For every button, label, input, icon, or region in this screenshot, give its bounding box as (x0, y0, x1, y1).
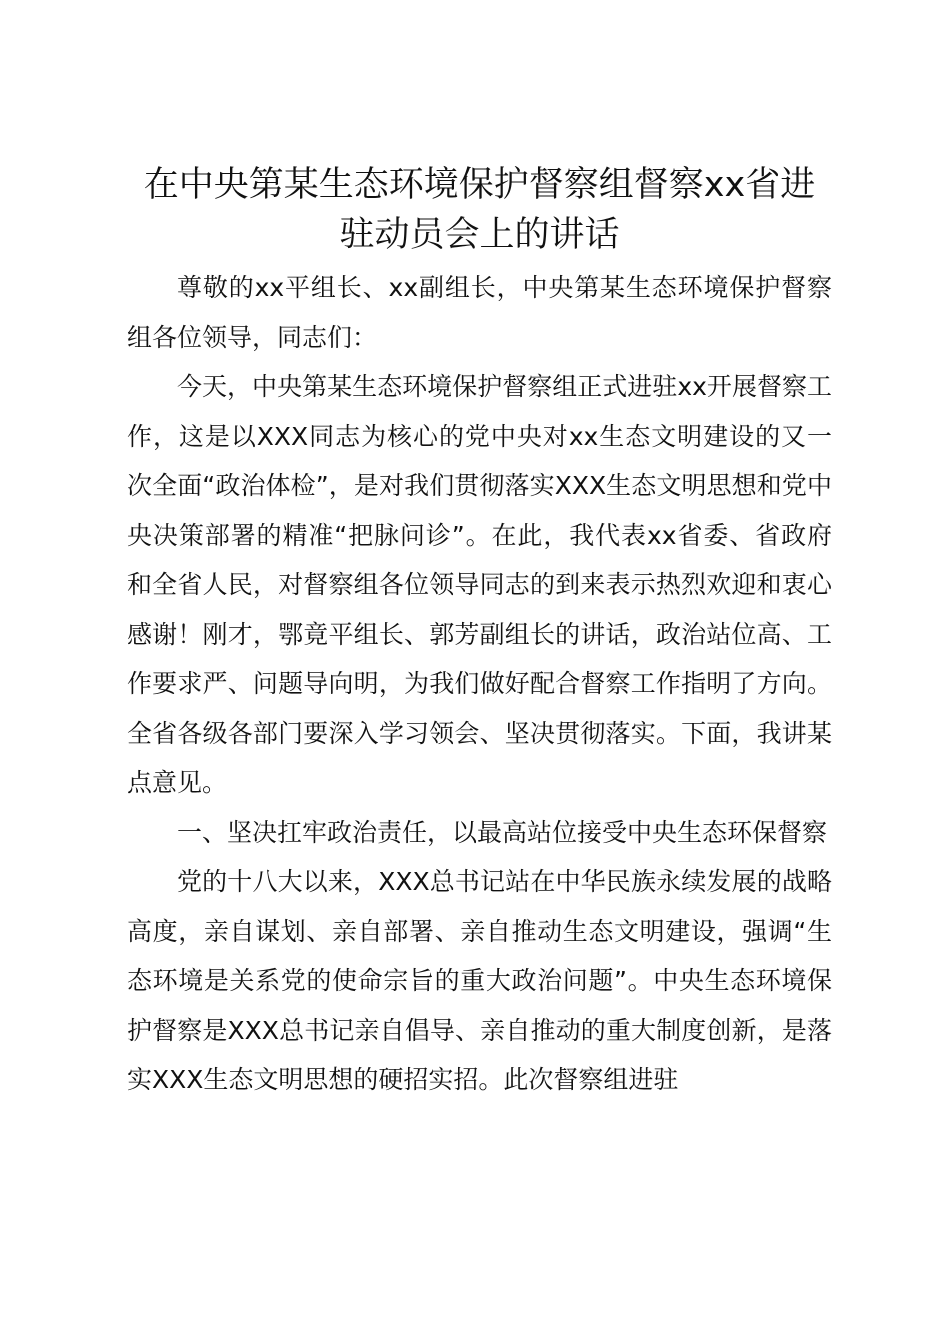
opening-paragraph: 今天，中央第某生态环境保护督察组正式进驻xx开展督察工作，这是以XXX同志为核心的党中央对xx生态文明建设的又一次全面“政治体检”，是对我们贯彻落实XXX生态文明思想和党中央决策部署的精准“把脉问诊”。在此，我代表xx省委、省政府和全省人民，对督察组各位领导同志的到来表示热烈欢迎和衷心感谢！刚才，鄂竟平组长、郭芳副组长的讲话，政治站位高、工作要求严、问题导向明，为我们做好配合督察工作指明了方向。全省各级各部门要深入学习领会、坚决贯彻落实。下面，我讲某点意见。 (127, 372, 832, 797)
salutation-paragraph: 尊敬的xx平组长、xx副组长，中央第某生态环境保护督察组各位领导，同志们： (127, 273, 832, 352)
section-heading-1: 一、坚决扛牢政治责任，以最高站位接受中央生态环保督察 (177, 817, 828, 847)
document-title: 在中央第某生态环境保护督察组督察xx省进驻动员会上的讲话 (143, 165, 816, 255)
body-paragraph: 党的十八大以来，XXX总书记站在中华民族永续发展的战略高度，亲自谋划、亲自部署、亲自推动生态文明建设，强调“生态环境是关系党的使命宗旨的重大政治问题”。中央生态环境保护督察是XXX总书记亲自倡导、亲自推动的重大制度创新，是落实XXX生态文明思想的硬招实招。此次督察组进驻 (127, 867, 832, 1094)
